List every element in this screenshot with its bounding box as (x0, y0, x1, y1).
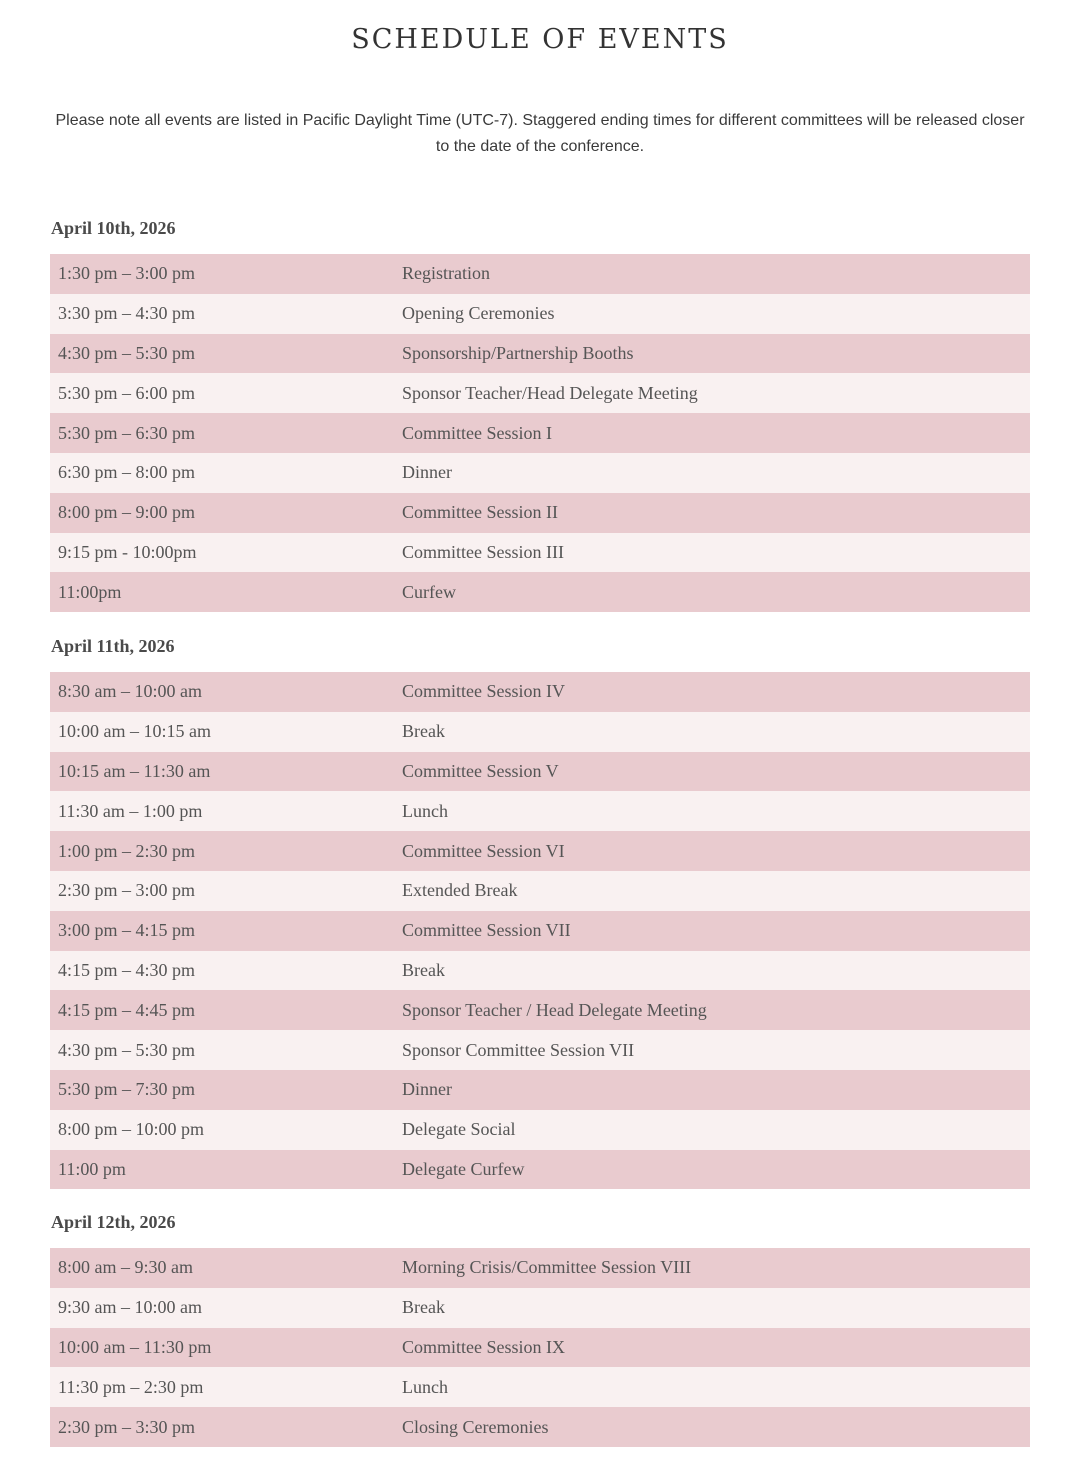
event-time: 4:15 pm – 4:30 pm (50, 951, 402, 991)
day-section-april-12 (50, 1208, 1030, 1447)
schedule-row (50, 1070, 1030, 1110)
schedule-row (50, 1288, 1030, 1328)
event-name: Sponsorship/Partnership Booths (402, 334, 1030, 374)
event-name: Committee Session IX (402, 1328, 1030, 1368)
event-time: 8:00 pm – 10:00 pm (50, 1110, 402, 1150)
event-name: Lunch (402, 791, 1030, 831)
schedule-row (50, 712, 1030, 752)
event-name: Committee Session IV (402, 672, 1030, 712)
event-time: 8:00 am – 9:30 am (50, 1248, 402, 1288)
event-name: Registration (402, 254, 1030, 294)
event-name: Committee Session V (402, 752, 1030, 792)
event-time: 3:30 pm – 4:30 pm (50, 294, 402, 334)
event-time: 5:30 pm – 6:30 pm (50, 413, 402, 453)
event-name: Sponsor Committee Session VII (402, 1030, 1030, 1070)
event-time: 11:00 pm (50, 1150, 402, 1190)
event-time: 2:30 pm – 3:00 pm (50, 871, 402, 911)
event-time: 4:30 pm – 5:30 pm (50, 334, 402, 374)
day-heading: April 12th, 2026 (51, 1212, 176, 1232)
event-name: Morning Crisis/Committee Session VIII (402, 1248, 1030, 1288)
schedule-row (50, 831, 1030, 871)
event-time: 9:15 pm - 10:00pm (50, 533, 402, 573)
event-name: Committee Session II (402, 493, 1030, 533)
schedule-row (50, 1407, 1030, 1447)
schedule-row (50, 672, 1030, 712)
timezone-note: Please note all events are listed in Pacific Daylight Time (UTC-7). Staggered ending times for different committees will be released closer to the date of the conference. (55, 112, 1025, 155)
event-name: Closing Ceremonies (402, 1407, 1030, 1447)
schedule-row (50, 1110, 1030, 1150)
schedule-row (50, 1248, 1030, 1288)
schedule-row (50, 1150, 1030, 1190)
event-time: 8:00 pm – 9:00 pm (50, 493, 402, 533)
schedule-table (50, 254, 1030, 612)
event-time: 11:00pm (50, 572, 402, 612)
event-name: Delegate Social (402, 1110, 1030, 1150)
event-time: 5:30 pm – 6:00 pm (50, 373, 402, 413)
event-time: 4:30 pm – 5:30 pm (50, 1030, 402, 1070)
schedule-table (50, 1248, 1030, 1447)
event-time: 5:30 pm – 7:30 pm (50, 1070, 402, 1110)
schedule-row (50, 871, 1030, 911)
event-time: 10:00 am – 10:15 am (50, 712, 402, 752)
schedule-row (50, 453, 1030, 493)
schedule-row (50, 294, 1030, 334)
event-time: 11:30 pm – 2:30 pm (50, 1367, 402, 1407)
schedule-row (50, 533, 1030, 573)
event-time: 10:00 am – 11:30 pm (50, 1328, 402, 1368)
event-name: Committee Session VII (402, 911, 1030, 951)
event-time: 11:30 am – 1:00 pm (50, 791, 402, 831)
schedule-row (50, 254, 1030, 294)
event-name: Dinner (402, 1070, 1030, 1110)
event-time: 1:00 pm – 2:30 pm (50, 831, 402, 871)
event-time: 10:15 am – 11:30 am (50, 752, 402, 792)
schedule-row (50, 791, 1030, 831)
event-name: Break (402, 712, 1030, 752)
event-name: Delegate Curfew (402, 1150, 1030, 1190)
event-name: Curfew (402, 572, 1030, 612)
event-name: Committee Session III (402, 533, 1030, 573)
schedule-row (50, 1367, 1030, 1407)
day-section-april-11 (50, 632, 1030, 1189)
event-time: 9:30 am – 10:00 am (50, 1288, 402, 1328)
event-time: 8:30 am – 10:00 am (50, 672, 402, 712)
event-time: 6:30 pm – 8:00 pm (50, 453, 402, 493)
schedule-row (50, 373, 1030, 413)
schedule-row (50, 1030, 1030, 1070)
day-heading: April 11th, 2026 (51, 636, 175, 656)
schedule-row (50, 334, 1030, 374)
event-name: Lunch (402, 1367, 1030, 1407)
schedule-row (50, 951, 1030, 991)
event-time: 3:00 pm – 4:15 pm (50, 911, 402, 951)
event-name: Dinner (402, 453, 1030, 493)
schedule-row (50, 493, 1030, 533)
event-name: Sponsor Teacher/Head Delegate Meeting (402, 373, 1030, 413)
event-name: Break (402, 1288, 1030, 1328)
schedule-table (50, 672, 1030, 1189)
page-title: SCHEDULE OF EVENTS (351, 24, 729, 55)
day-heading: April 10th, 2026 (51, 218, 176, 238)
event-time: 4:15 pm – 4:45 pm (50, 990, 402, 1030)
schedule-row (50, 752, 1030, 792)
schedule-row (50, 911, 1030, 951)
schedule-row (50, 1328, 1030, 1368)
schedule-row (50, 413, 1030, 453)
event-name: Break (402, 951, 1030, 991)
event-name: Extended Break (402, 871, 1030, 911)
event-time: 1:30 pm – 3:00 pm (50, 254, 402, 294)
event-name: Opening Ceremonies (402, 294, 1030, 334)
event-time: 2:30 pm – 3:30 pm (50, 1407, 402, 1447)
event-name: Sponsor Teacher / Head Delegate Meeting (402, 990, 1030, 1030)
schedule-row (50, 572, 1030, 612)
event-name: Committee Session VI (402, 831, 1030, 871)
schedule-row (50, 990, 1030, 1030)
day-section-april-10 (50, 214, 1030, 612)
event-name: Committee Session I (402, 413, 1030, 453)
